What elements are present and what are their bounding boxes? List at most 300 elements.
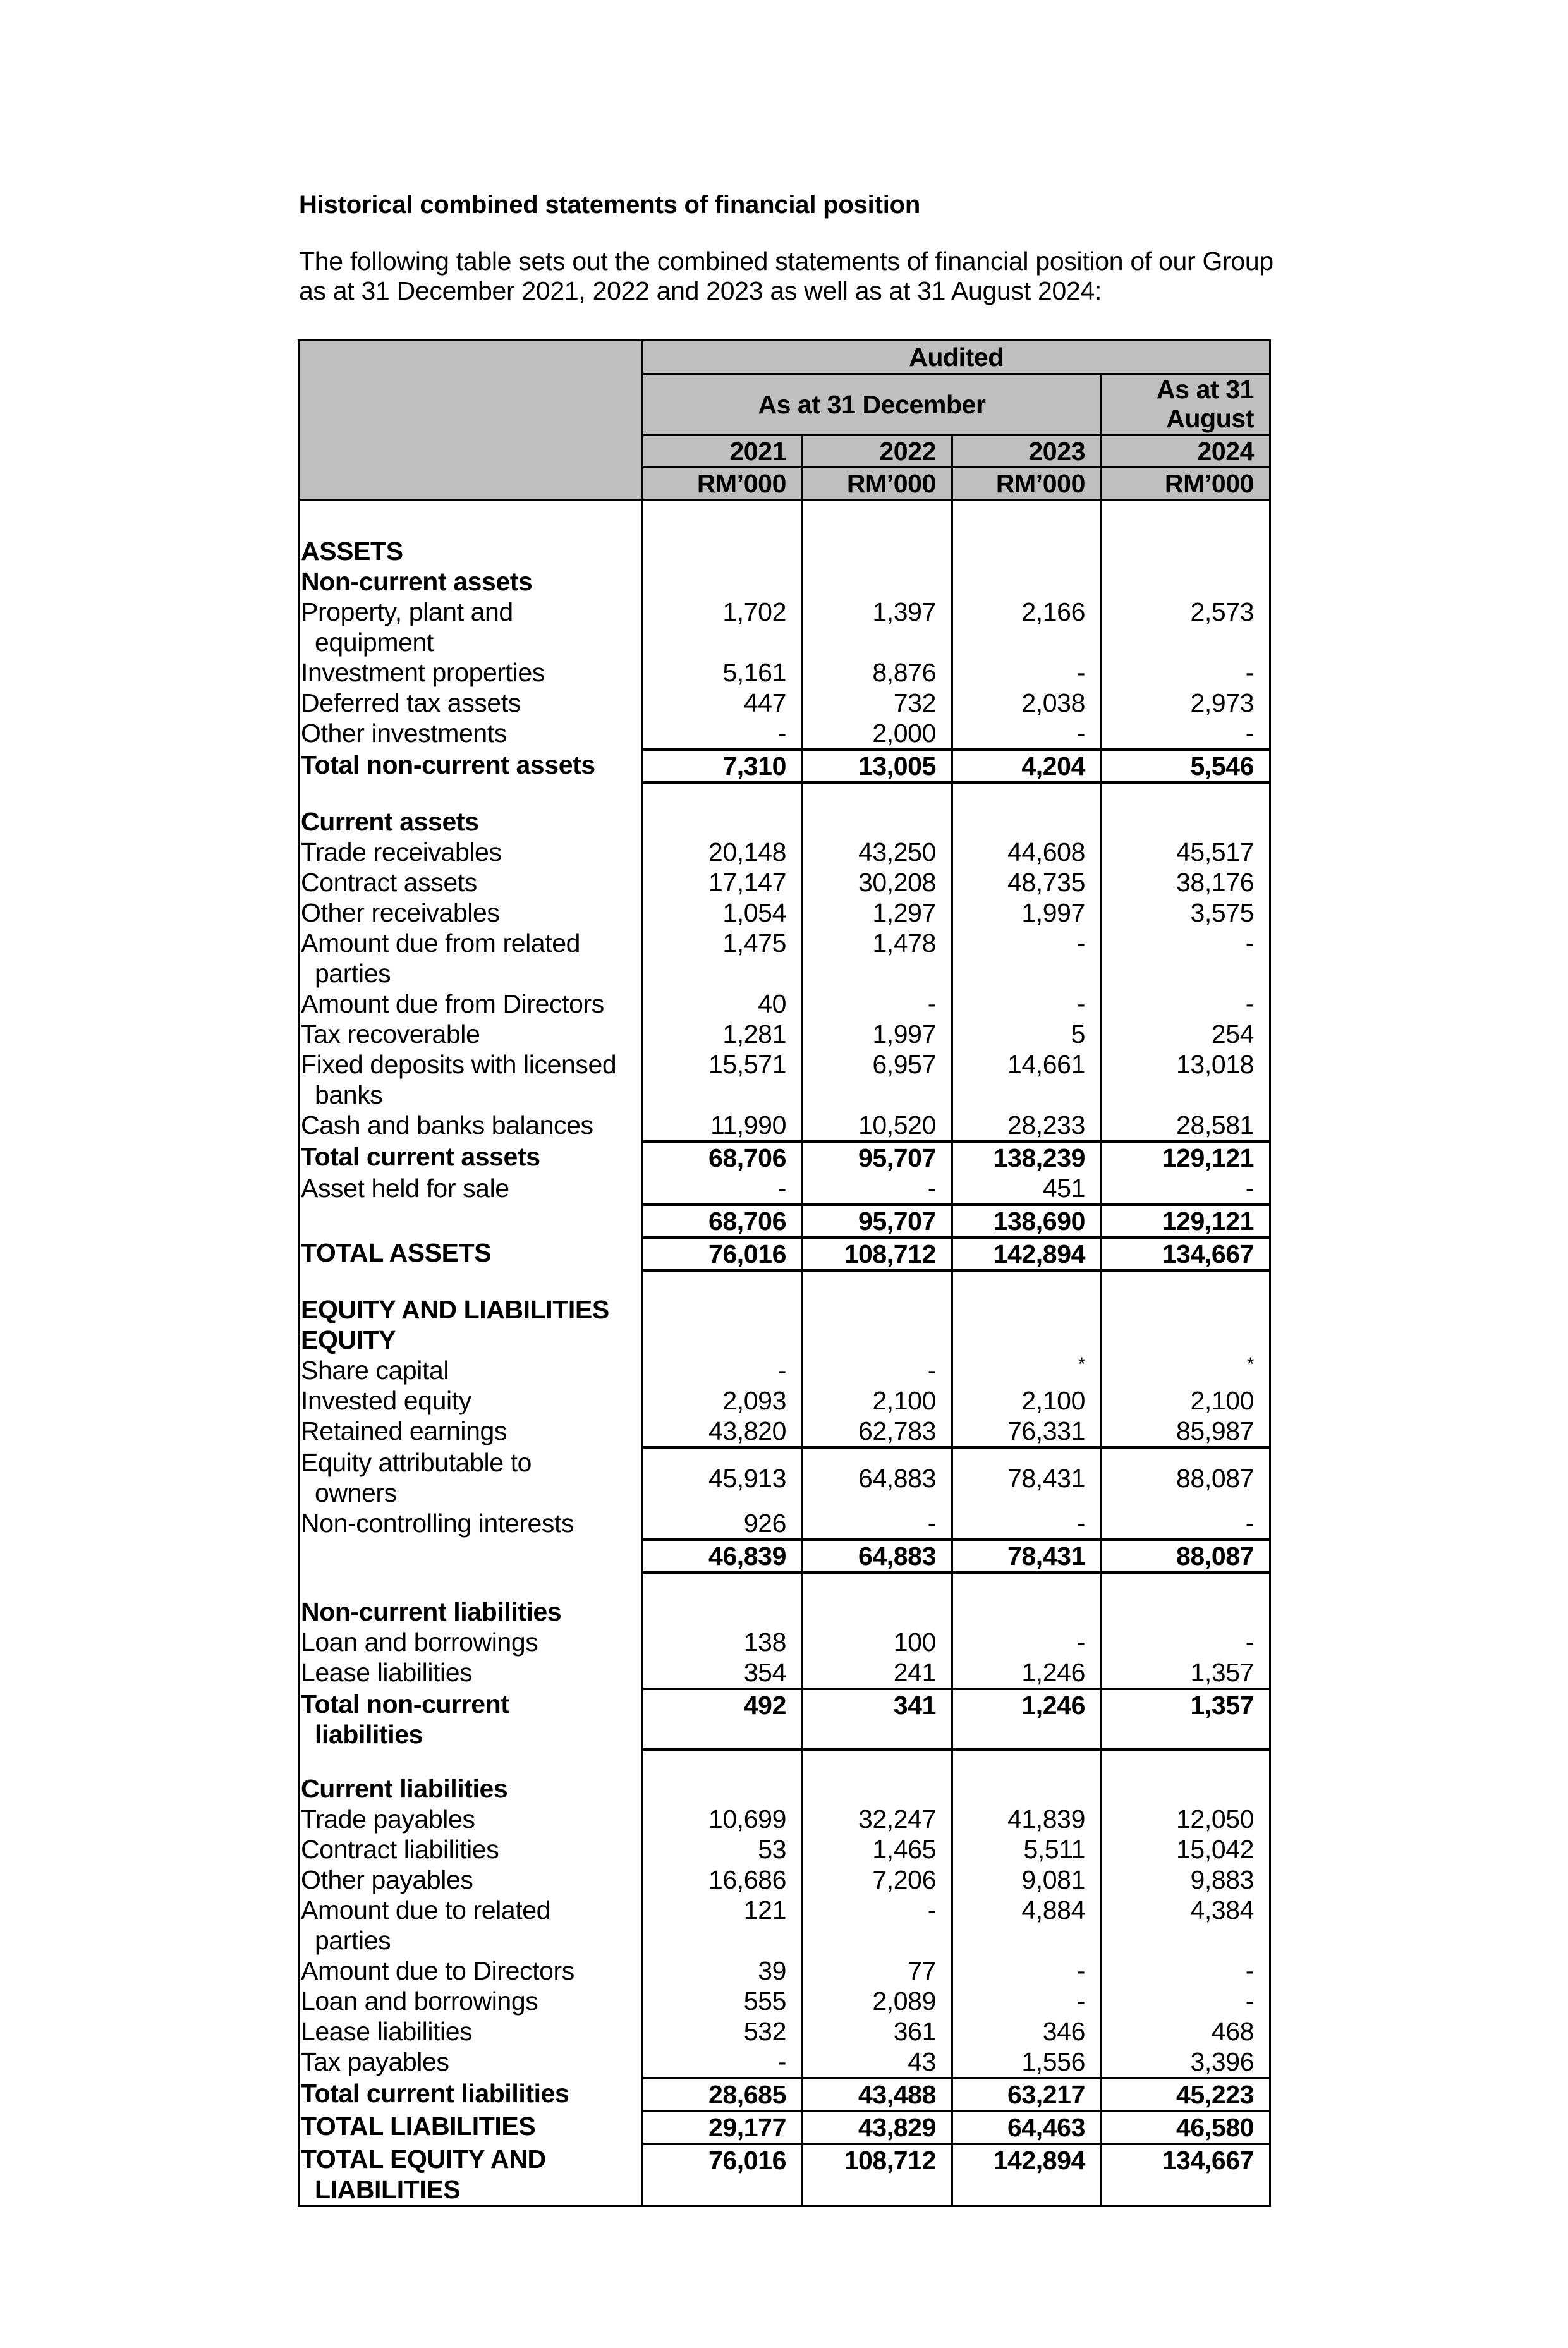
- row-amount-due-from-related-parties: [299, 928, 1270, 988]
- spacer-row: [299, 782, 1270, 806]
- value-2023: [952, 1294, 1102, 1325]
- value-2023: 138,690: [952, 1205, 1102, 1238]
- value-2022: 95,707: [803, 1141, 952, 1173]
- value-2024: 129,121: [1102, 1141, 1270, 1173]
- row-current-assets-subtotal: [299, 1205, 1270, 1238]
- value-2022: 64,883: [803, 1447, 952, 1508]
- value-2023: [952, 1572, 1102, 1597]
- value-2021: [643, 1597, 803, 1627]
- row-current-loan-and-borrowings: [299, 1986, 1270, 2016]
- value-2023: -: [952, 1508, 1102, 1540]
- value-2022: [803, 806, 952, 837]
- row-label: Lease liabilities: [299, 1657, 643, 1689]
- value-2024: 85,987: [1102, 1416, 1270, 1447]
- row-invested-equity: [299, 1385, 1270, 1416]
- value-2024: 468: [1102, 2016, 1270, 2047]
- row-contract-assets: [299, 867, 1270, 897]
- row-label: [299, 2144, 643, 2206]
- value-2023: 451: [952, 1173, 1102, 1205]
- row-non-current-loan-and-borrowings: [299, 1627, 1270, 1657]
- current-assets-heading: [299, 806, 1270, 837]
- value-2022: 43,488: [803, 2078, 952, 2111]
- value-2023: -: [952, 1627, 1102, 1657]
- value-2021: 1,702: [643, 597, 803, 657]
- row-label: [299, 1689, 643, 1749]
- value-2022: -: [803, 1355, 952, 1385]
- value-2022: 341: [803, 1689, 952, 1749]
- value-2022: -: [803, 1508, 952, 1540]
- value-2022: [803, 500, 952, 537]
- value-2022: 30,208: [803, 867, 952, 897]
- value-2021: 29,177: [643, 2111, 803, 2144]
- value-2021: 68,706: [643, 1205, 803, 1238]
- row-label: Other receivables: [299, 897, 643, 928]
- value-2021: [643, 806, 803, 837]
- value-2024: [1102, 1355, 1270, 1385]
- row-label: [299, 500, 643, 537]
- row-label: Cash and banks balances: [299, 1110, 643, 1141]
- row-total-non-current-assets: [299, 750, 1270, 782]
- value-2021: 53: [643, 1834, 803, 1864]
- row-label: EQUITY AND LIABILITIES: [299, 1294, 643, 1325]
- value-2021: -: [643, 1173, 803, 1205]
- value-2021: 40: [643, 988, 803, 1019]
- value-2024: [1102, 566, 1270, 597]
- value-2024: 88,087: [1102, 1447, 1270, 1508]
- value-2023: 1,556: [952, 2047, 1102, 2078]
- row-label: Trade receivables: [299, 837, 643, 867]
- row-label: [299, 1749, 643, 1773]
- value-2023: 2,100: [952, 1385, 1102, 1416]
- value-2024: [1102, 536, 1270, 566]
- row-label: Share capital: [299, 1355, 643, 1385]
- assets-heading: [299, 536, 1270, 566]
- value-2021: [643, 1773, 803, 1804]
- value-2022: [803, 1294, 952, 1325]
- header-year-2022: 2022: [803, 435, 952, 468]
- row-amount-due-from-directors: [299, 988, 1270, 1019]
- value-2023: 48,735: [952, 867, 1102, 897]
- value-2021: [643, 782, 803, 806]
- value-2021: 1,281: [643, 1019, 803, 1049]
- value-2024: 2,100: [1102, 1385, 1270, 1416]
- row-label: Other investments: [299, 718, 643, 750]
- value-2024: 9,883: [1102, 1864, 1270, 1895]
- value-2023: 1,246: [952, 1689, 1102, 1749]
- value-2021: 7,310: [643, 750, 803, 782]
- value-2022: 64,883: [803, 1540, 952, 1572]
- value-2024: 129,121: [1102, 1205, 1270, 1238]
- value-2024: 3,575: [1102, 897, 1270, 928]
- value-2022: 1,465: [803, 1834, 952, 1864]
- value-2023: 28,233: [952, 1110, 1102, 1141]
- header-unit-2024: RM’000: [1102, 468, 1270, 500]
- value-2024: 28,581: [1102, 1110, 1270, 1141]
- value-2024: 134,667: [1102, 1238, 1270, 1270]
- row-label: Amount due from Directors: [299, 988, 643, 1019]
- value-2023: 44,608: [952, 837, 1102, 867]
- value-2023: 346: [952, 2016, 1102, 2047]
- value-2022: 2,100: [803, 1385, 952, 1416]
- row-label: Trade payables: [299, 1804, 643, 1834]
- value-2023: [952, 782, 1102, 806]
- row-total-current-assets: [299, 1141, 1270, 1173]
- row-total-non-current-liabilities: [299, 1689, 1270, 1749]
- value-2023: [952, 1270, 1102, 1294]
- value-2022: -: [803, 988, 952, 1019]
- row-label: Total non-current assets: [299, 750, 643, 782]
- row-label: EQUITY: [299, 1325, 643, 1355]
- row-label-line1: TOTAL EQUITY AND: [301, 2144, 546, 2174]
- row-non-current-lease-liabilities: [299, 1657, 1270, 1689]
- value-2023: [952, 566, 1102, 597]
- value-2021: 68,706: [643, 1141, 803, 1173]
- value-2022: 1,478: [803, 928, 952, 988]
- row-label-line1: Amount due to related: [301, 1895, 551, 1925]
- value-2021: 532: [643, 2016, 803, 2047]
- value-2021: 1,054: [643, 897, 803, 928]
- value-2022: -: [803, 1895, 952, 1956]
- value-2024: [1102, 500, 1270, 537]
- value-2024: -: [1102, 1508, 1270, 1540]
- value-2021: -: [643, 718, 803, 750]
- row-investment-properties: [299, 657, 1270, 688]
- value-2022: 10,520: [803, 1110, 952, 1141]
- row-other-receivables: [299, 897, 1270, 928]
- value-2022: 43: [803, 2047, 952, 2078]
- value-2022: 13,005: [803, 750, 952, 782]
- value-2023: 4,204: [952, 750, 1102, 782]
- row-label: ASSETS: [299, 536, 643, 566]
- value-2023: 2,038: [952, 688, 1102, 718]
- row-label: Deferred tax assets: [299, 688, 643, 718]
- equity-heading: [299, 1325, 1270, 1355]
- value-2023: [952, 1355, 1102, 1385]
- value-2021: 121: [643, 1895, 803, 1956]
- header-as-at-august-line1: As at 31: [1156, 375, 1255, 404]
- value-2021: 492: [643, 1689, 803, 1749]
- value-2021: 926: [643, 1508, 803, 1540]
- row-label: Investment properties: [299, 657, 643, 688]
- row-label: Non-current assets: [299, 566, 643, 597]
- value-2023: 9,081: [952, 1864, 1102, 1895]
- value-2021: 15,571: [643, 1049, 803, 1110]
- equity-and-liabilities-heading: [299, 1294, 1270, 1325]
- value-2022: [803, 1749, 952, 1773]
- section-title: Historical combined statements of financial position: [299, 191, 921, 219]
- value-2024: 88,087: [1102, 1540, 1270, 1572]
- header-year-2023: 2023: [952, 435, 1102, 468]
- current-liabilities-heading: [299, 1773, 1270, 1804]
- value-2022: 77: [803, 1956, 952, 1986]
- financial-position-table: [298, 339, 1271, 2207]
- value-2023: 78,431: [952, 1540, 1102, 1572]
- value-2023: [952, 806, 1102, 837]
- value-2023: -: [952, 657, 1102, 688]
- value-2023: 138,239: [952, 1141, 1102, 1173]
- value-2022: 1,297: [803, 897, 952, 928]
- value-2023: [952, 536, 1102, 566]
- value-2021: [643, 536, 803, 566]
- row-tax-recoverable: [299, 1019, 1270, 1049]
- header-year-2021: 2021: [643, 435, 803, 468]
- value-2024: 1,357: [1102, 1657, 1270, 1689]
- row-label: Current assets: [299, 806, 643, 837]
- spacer-row: [299, 1749, 1270, 1773]
- row-asset-held-for-sale: [299, 1173, 1270, 1205]
- value-2022: 100: [803, 1627, 952, 1657]
- value-2021: [643, 1294, 803, 1325]
- row-trade-receivables: [299, 837, 1270, 867]
- value-2024: -: [1102, 1173, 1270, 1205]
- value-2021: 46,839: [643, 1540, 803, 1572]
- row-label: Total current liabilities: [299, 2078, 643, 2111]
- row-total-liabilities: [299, 2111, 1270, 2144]
- row-label: [299, 1447, 643, 1508]
- value-2023: 2,166: [952, 597, 1102, 657]
- value-2024: [1102, 782, 1270, 806]
- value-2022: 1,997: [803, 1019, 952, 1049]
- value-2022: 1,397: [803, 597, 952, 657]
- header-unit-2022: RM’000: [803, 468, 952, 500]
- value-2024: 45,517: [1102, 837, 1270, 867]
- value-2024: [1102, 1773, 1270, 1804]
- value-2022: [803, 1597, 952, 1627]
- row-label-line2: parties: [315, 959, 391, 988]
- value-2021: [643, 1270, 803, 1294]
- value-2024: 5,546: [1102, 750, 1270, 782]
- row-label-line1: Amount due from related: [301, 928, 581, 958]
- row-amount-due-to-directors: [299, 1956, 1270, 1986]
- value-2024: [1102, 1294, 1270, 1325]
- asterisk-note-marker: *: [1246, 1354, 1255, 1375]
- header-unit-2021: RM’000: [643, 468, 803, 500]
- value-2024: [1102, 1749, 1270, 1773]
- value-2024: 134,667: [1102, 2144, 1270, 2206]
- row-label-line2: liabilities: [315, 1720, 423, 1749]
- value-2021: -: [643, 2047, 803, 2078]
- header-as-at-august: [1102, 374, 1270, 435]
- row-total-equity-and-liabilities: [299, 2144, 1270, 2206]
- row-label: TOTAL LIABILITIES: [299, 2111, 643, 2144]
- value-2022: [803, 1325, 952, 1355]
- row-property-plant-equipment: [299, 597, 1270, 657]
- row-non-controlling-interests: [299, 1508, 1270, 1540]
- value-2024: 254: [1102, 1019, 1270, 1049]
- row-label: Retained earnings: [299, 1416, 643, 1447]
- row-label: Loan and borrowings: [299, 1986, 643, 2016]
- value-2023: 14,661: [952, 1049, 1102, 1110]
- non-current-assets-heading: [299, 566, 1270, 597]
- value-2024: [1102, 1270, 1270, 1294]
- row-label-line1: Total non-current: [301, 1689, 509, 1718]
- value-2021: [643, 566, 803, 597]
- value-2024: 2,973: [1102, 688, 1270, 718]
- value-2021: 138: [643, 1627, 803, 1657]
- row-label: TOTAL ASSETS: [299, 1238, 643, 1270]
- intro-paragraph: The following table sets out the combined statements of financial position of our Group as at 31 December 2021, 2022 and 2023 as well as at 31 August 2024:: [299, 246, 1273, 305]
- value-2021: [643, 1749, 803, 1773]
- value-2022: -: [803, 1173, 952, 1205]
- row-label: [299, 597, 643, 657]
- table-header: [299, 341, 1270, 500]
- row-cash-and-banks-balances: [299, 1110, 1270, 1141]
- row-label: [299, 1895, 643, 1956]
- value-2023: 4,884: [952, 1895, 1102, 1956]
- value-2022: 95,707: [803, 1205, 952, 1238]
- row-total-assets: [299, 1238, 1270, 1270]
- row-label: Invested equity: [299, 1385, 643, 1416]
- row-amount-due-to-related-parties: [299, 1895, 1270, 1956]
- row-contract-liabilities: [299, 1834, 1270, 1864]
- value-2023: 5,511: [952, 1834, 1102, 1864]
- value-2024: 2,573: [1102, 597, 1270, 657]
- value-2021: -: [643, 1355, 803, 1385]
- value-2021: 28,685: [643, 2078, 803, 2111]
- value-2024: 1,357: [1102, 1689, 1270, 1749]
- value-2023: 142,894: [952, 1238, 1102, 1270]
- row-label: Non-controlling interests: [299, 1508, 643, 1540]
- value-2024: [1102, 806, 1270, 837]
- value-2022: 241: [803, 1657, 952, 1689]
- value-2021: 1,475: [643, 928, 803, 988]
- value-2022: 361: [803, 2016, 952, 2047]
- value-2023: -: [952, 928, 1102, 988]
- row-label: Current liabilities: [299, 1773, 643, 1804]
- value-2022: [803, 1270, 952, 1294]
- value-2022: 108,712: [803, 1238, 952, 1270]
- value-2024: 13,018: [1102, 1049, 1270, 1110]
- header-label-cell: [299, 341, 643, 500]
- value-2023: -: [952, 1986, 1102, 2016]
- row-label: [299, 782, 643, 806]
- row-other-investments: [299, 718, 1270, 750]
- row-label: [299, 1049, 643, 1110]
- row-deferred-tax-assets: [299, 688, 1270, 718]
- row-label: Other payables: [299, 1864, 643, 1895]
- row-label-line1: Property, plant and: [301, 597, 513, 626]
- value-2022: 43,250: [803, 837, 952, 867]
- row-label-line1: Equity attributable to: [301, 1448, 532, 1477]
- spacer-row: [299, 500, 1270, 537]
- value-2021: 5,161: [643, 657, 803, 688]
- spacer-row: [299, 1270, 1270, 1294]
- value-2022: 43,829: [803, 2111, 952, 2144]
- value-2021: 43,820: [643, 1416, 803, 1447]
- value-2023: -: [952, 718, 1102, 750]
- value-2023: [952, 1597, 1102, 1627]
- value-2024: 3,396: [1102, 2047, 1270, 2078]
- row-label-line2: equipment: [315, 628, 434, 657]
- row-label: Contract liabilities: [299, 1834, 643, 1864]
- value-2022: 6,957: [803, 1049, 952, 1110]
- value-2024: -: [1102, 657, 1270, 688]
- value-2021: 555: [643, 1986, 803, 2016]
- value-2023: 142,894: [952, 2144, 1102, 2206]
- row-label: Non-current liabilities: [299, 1597, 643, 1627]
- value-2022: [803, 1572, 952, 1597]
- row-label: [299, 1205, 643, 1238]
- row-current-lease-liabilities: [299, 2016, 1270, 2047]
- value-2023: -: [952, 1956, 1102, 1986]
- row-other-payables: [299, 1864, 1270, 1895]
- row-label-line2: LIABILITIES: [315, 2175, 461, 2204]
- value-2021: 16,686: [643, 1864, 803, 1895]
- row-label-line2: owners: [315, 1478, 397, 1507]
- row-label: [299, 1572, 643, 1597]
- row-label: Tax payables: [299, 2047, 643, 2078]
- value-2021: [643, 1325, 803, 1355]
- value-2021: [643, 500, 803, 537]
- value-2022: [803, 782, 952, 806]
- value-2024: 15,042: [1102, 1834, 1270, 1864]
- value-2024: 38,176: [1102, 867, 1270, 897]
- row-label: [299, 1540, 643, 1572]
- value-2022: 2,089: [803, 1986, 952, 2016]
- value-2023: [952, 1325, 1102, 1355]
- non-current-liabilities-heading: [299, 1597, 1270, 1627]
- value-2024: 46,580: [1102, 2111, 1270, 2144]
- value-2022: [803, 1773, 952, 1804]
- row-label: Asset held for sale: [299, 1173, 643, 1205]
- value-2022: 108,712: [803, 2144, 952, 2206]
- value-2023: -: [952, 988, 1102, 1019]
- row-label: Contract assets: [299, 867, 643, 897]
- row-label: Total current assets: [299, 1141, 643, 1173]
- value-2021: 447: [643, 688, 803, 718]
- asterisk-note-marker: *: [1078, 1354, 1085, 1375]
- value-2024: -: [1102, 718, 1270, 750]
- value-2021: 354: [643, 1657, 803, 1689]
- value-2021: 11,990: [643, 1110, 803, 1141]
- value-2022: 32,247: [803, 1804, 952, 1834]
- value-2021: 76,016: [643, 1238, 803, 1270]
- value-2024: [1102, 1597, 1270, 1627]
- header-as-at-december: As at 31 December: [643, 374, 1102, 435]
- value-2023: 78,431: [952, 1447, 1102, 1508]
- value-2024: 12,050: [1102, 1804, 1270, 1834]
- row-label-line1: Fixed deposits with licensed: [301, 1050, 617, 1079]
- value-2023: 63,217: [952, 2078, 1102, 2111]
- value-2024: -: [1102, 988, 1270, 1019]
- value-2023: [952, 500, 1102, 537]
- table-body: [299, 500, 1270, 2206]
- value-2022: 2,000: [803, 718, 952, 750]
- value-2021: 2,093: [643, 1385, 803, 1416]
- row-total-equity: [299, 1540, 1270, 1572]
- value-2024: -: [1102, 1627, 1270, 1657]
- value-2023: [952, 1773, 1102, 1804]
- value-2022: 8,876: [803, 657, 952, 688]
- value-2024: 4,384: [1102, 1895, 1270, 1956]
- row-fixed-deposits: [299, 1049, 1270, 1110]
- header-unit-2023: RM’000: [952, 468, 1102, 500]
- row-label: [299, 928, 643, 988]
- value-2022: 7,206: [803, 1864, 952, 1895]
- value-2023: 5: [952, 1019, 1102, 1049]
- value-2022: [803, 536, 952, 566]
- row-label: [299, 1270, 643, 1294]
- row-label: Tax recoverable: [299, 1019, 643, 1049]
- value-2023: 76,331: [952, 1416, 1102, 1447]
- row-total-current-liabilities: [299, 2078, 1270, 2111]
- value-2021: 10,699: [643, 1804, 803, 1834]
- row-share-capital: [299, 1355, 1270, 1385]
- value-2023: 64,463: [952, 2111, 1102, 2144]
- spacer-row: [299, 1572, 1270, 1597]
- value-2024: [1102, 1325, 1270, 1355]
- header-as-at-august-line2: August: [1166, 404, 1255, 433]
